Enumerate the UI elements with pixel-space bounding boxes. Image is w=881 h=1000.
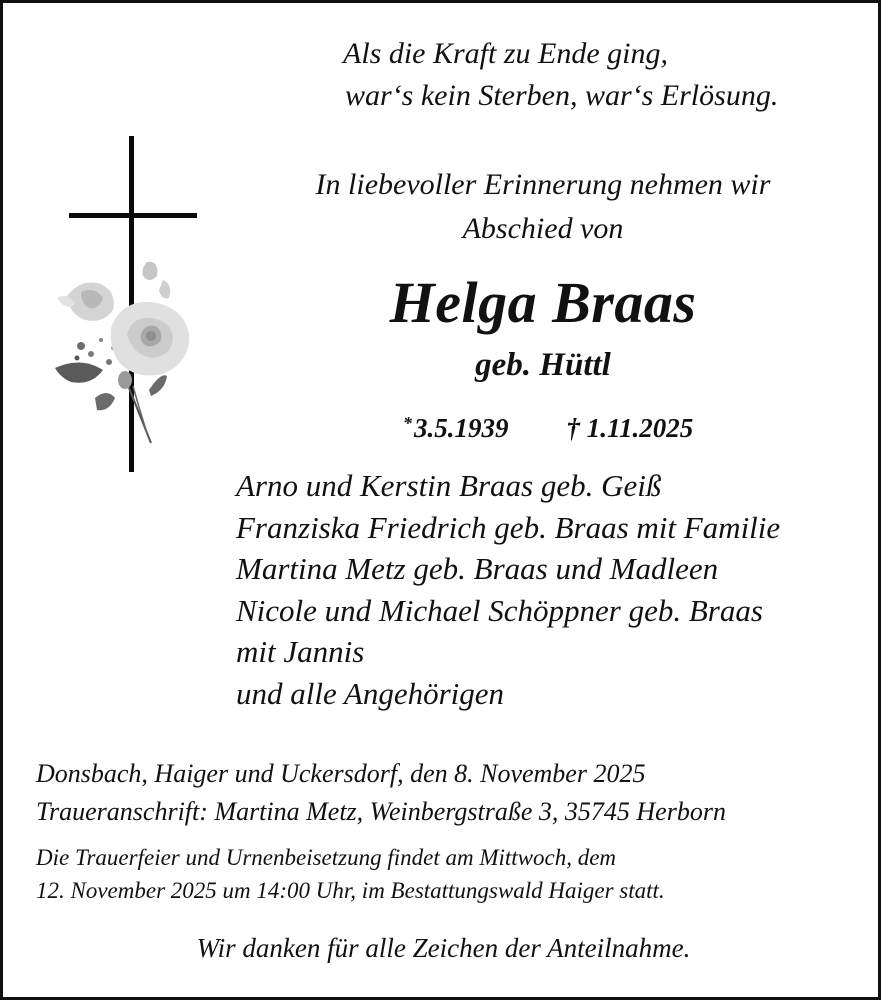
ceremony-info <box>36 841 665 907</box>
life-dates <box>403 405 693 446</box>
mourner-line: Franziska Friedrich geb. Braas mit Familie <box>236 509 781 545</box>
maiden-name: geb. Hüttl <box>475 347 611 383</box>
death-cross-icon: † <box>566 413 580 443</box>
place-and-address <box>36 755 726 831</box>
mourner-line: mit Jannis <box>236 634 365 669</box>
rose-bouquet-icon <box>51 258 201 448</box>
ceremony-line: Die Trauerfeier und Urnenbeisetzung findet am Mittwoch, dem <box>36 845 617 870</box>
mourner-line: Nicole und Michael Schöppner geb. Braas <box>236 592 763 628</box>
mourning-address: Traueranschrift: Martina Metz, Weinbergstraße 3, 35745 Herborn <box>36 797 726 826</box>
thanks-line: Wir danken für alle Zeichen der Anteilnahme. <box>196 933 691 963</box>
mourners-list <box>236 465 780 714</box>
birth-date: 3.5.1939 <box>414 413 509 443</box>
motto-line: Als die Kraft zu Ende ging, <box>343 37 668 70</box>
mourner-line: Arno und Kerstin Braas geb. Geiß <box>236 468 662 503</box>
intro-text <box>223 163 863 251</box>
mourner-line: Martina Metz geb. Braas und Madleen <box>236 551 719 586</box>
deceased-name: Helga Braas <box>389 270 697 335</box>
intro-line: Abschied von <box>462 212 624 245</box>
death-date: 1.11.2025 <box>586 413 694 443</box>
cross-horizontal-bar <box>69 213 197 218</box>
place-date: Donsbach, Haiger und Uckersdorf, den 8. November 2025 <box>36 759 646 788</box>
intro-line: In liebevoller Erinnerung nehmen wir <box>315 168 771 201</box>
motto-line: war‘s kein Sterben, war‘s Erlösung. <box>345 79 779 112</box>
mourner-line: und alle Angehörigen <box>236 675 505 711</box>
motto-verse <box>343 33 778 117</box>
birth-star-icon: * <box>403 413 412 433</box>
ceremony-line: 12. November 2025 um 14:00 Uhr, im Bestattungswald Haiger statt. <box>36 878 665 903</box>
